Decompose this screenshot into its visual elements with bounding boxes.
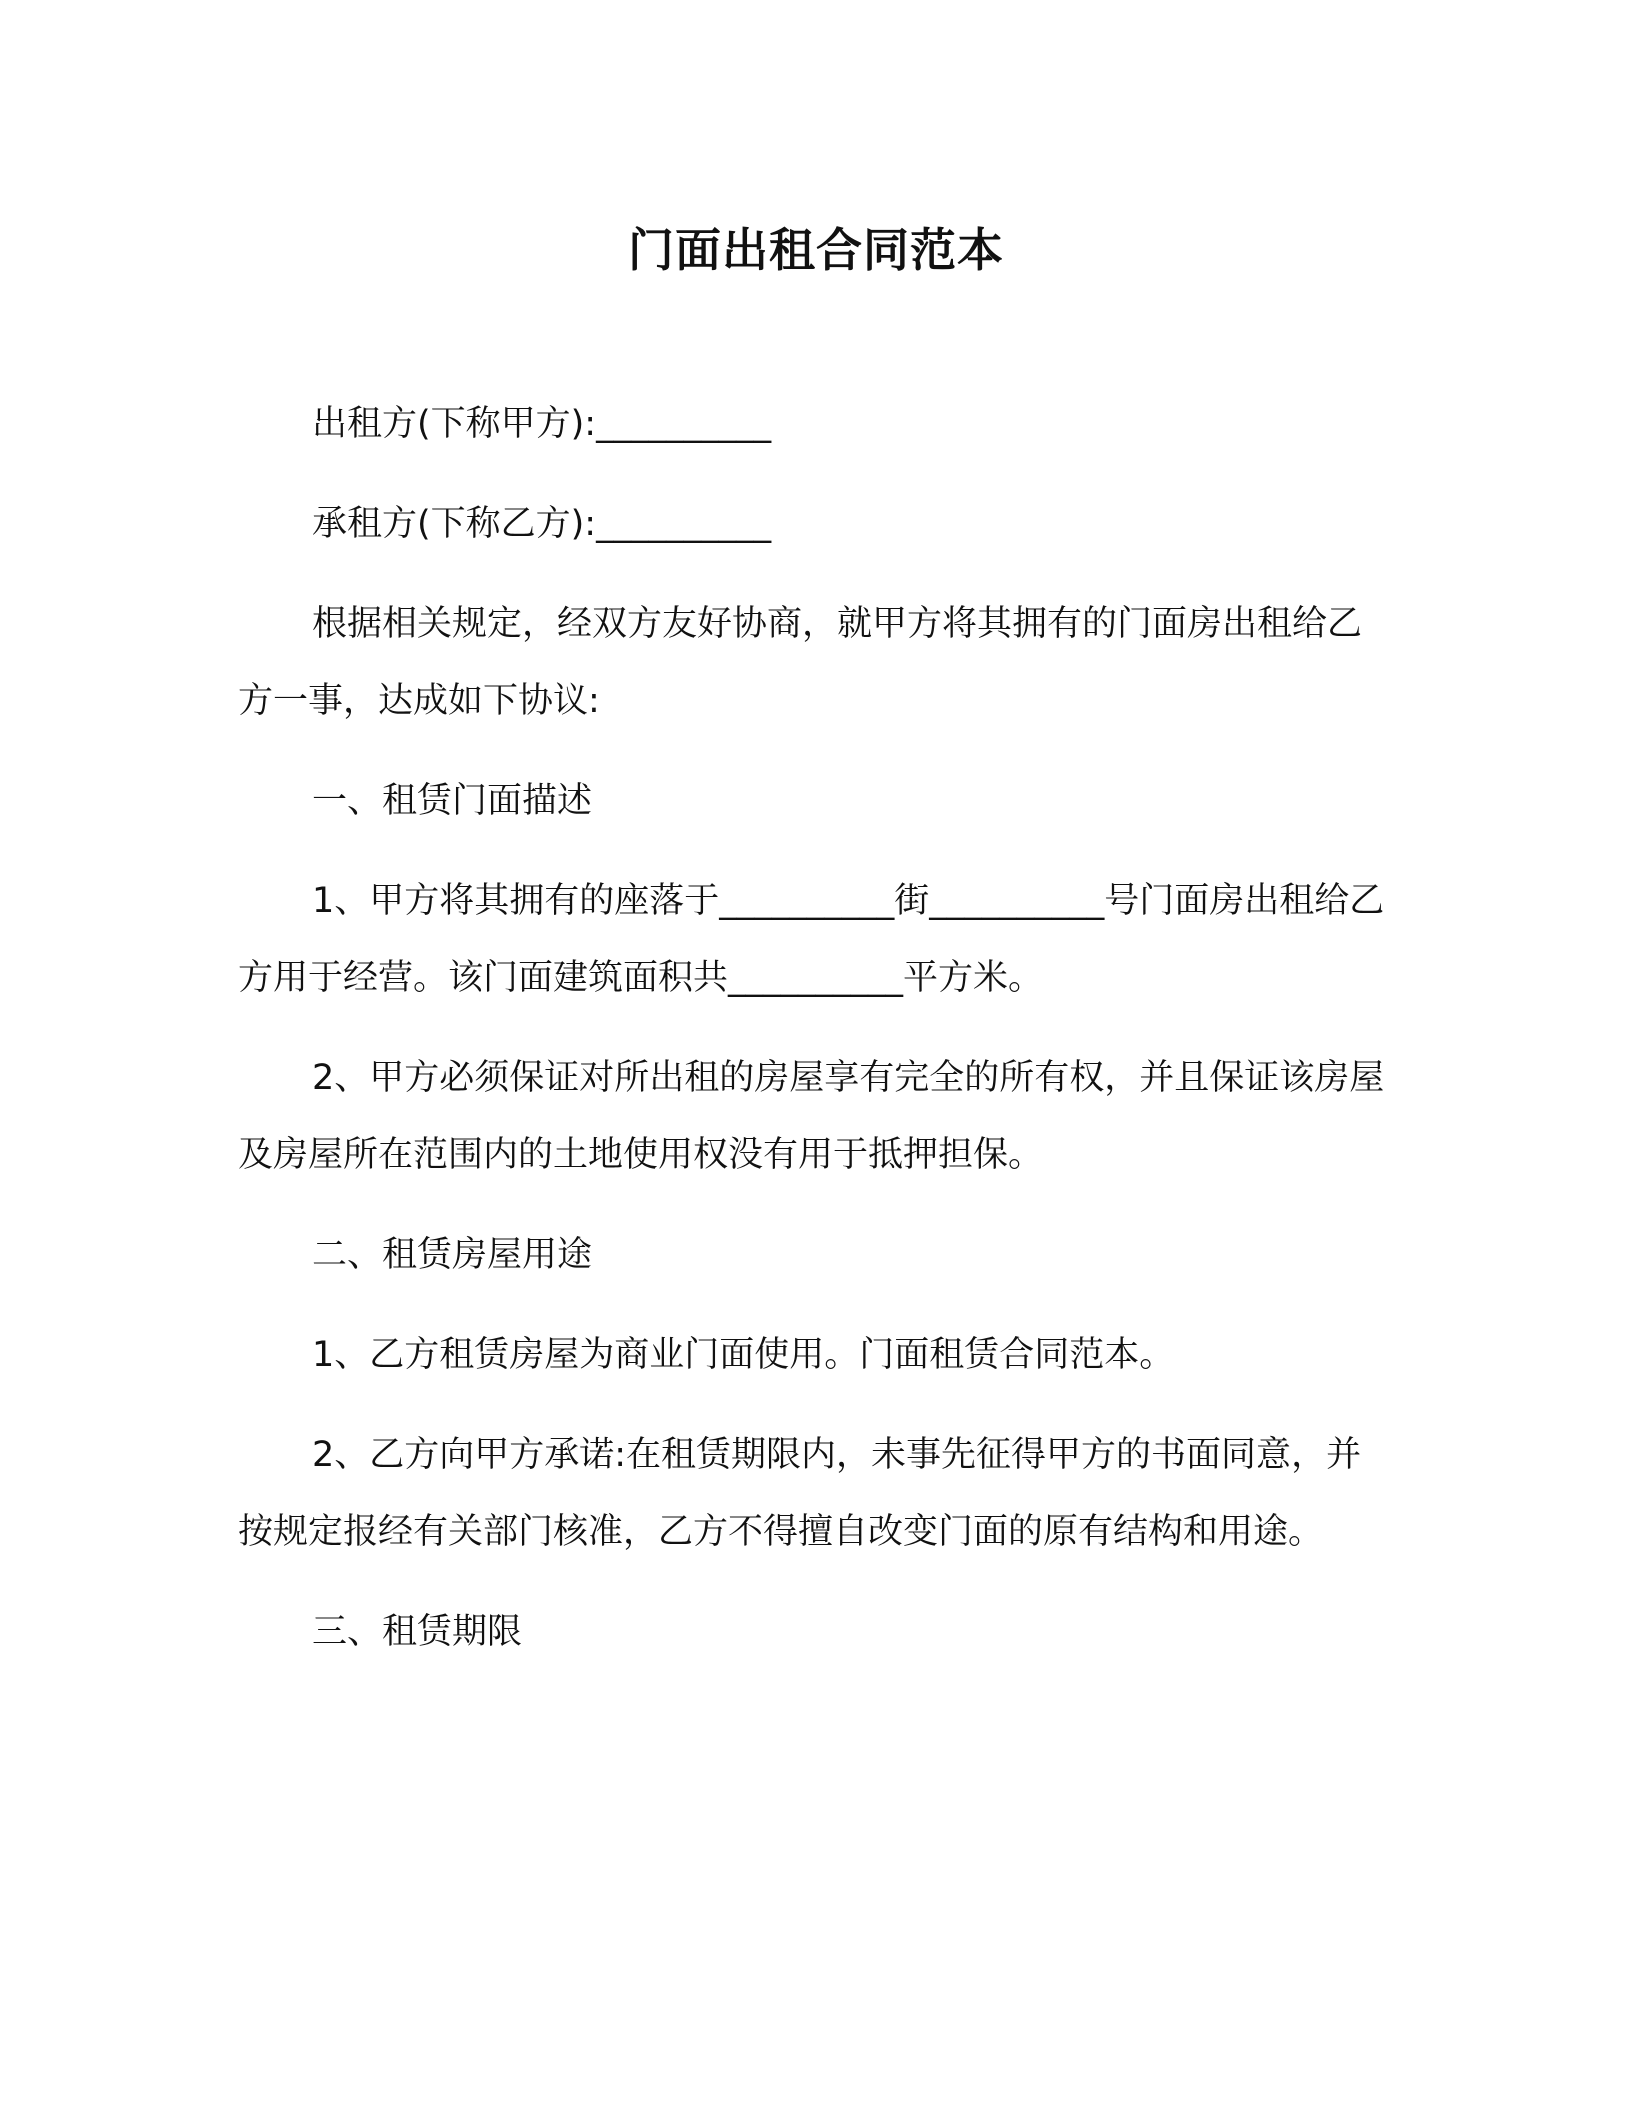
clause-2-1: 1、乙方租赁房屋为商业门面使用。门面租赁合同范本。 bbox=[312, 1335, 1175, 1375]
document-body bbox=[238, 386, 1388, 1671]
section-1-heading: 一、租赁门面描述 bbox=[312, 781, 593, 821]
section-3-heading: 三、租赁期限 bbox=[312, 1612, 523, 1652]
preamble-paragraph: 根据相关规定，经双方友好协商，就甲方将其拥有的门面房出租给乙方一事，达成如下协议: bbox=[238, 604, 1363, 721]
lessor-line: 出租方(下称甲方):__________ bbox=[312, 404, 772, 444]
lessee-line: 承租方(下称乙方):__________ bbox=[312, 504, 772, 544]
section-2-heading: 二、租赁房屋用途 bbox=[312, 1235, 593, 1275]
document-title: 门面出租合同范本 bbox=[628, 223, 1004, 277]
clause-2-2: 2、乙方向甲方承诺:在租赁期限内，未事先征得甲方的书面同意，并按规定报经有关部门核准，乙方不得擅自改变门面的原有结构和用途。 bbox=[238, 1435, 1362, 1552]
clause-1-2: 2、甲方必须保证对所出租的房屋享有完全的所有权，并且保证该房屋及房屋所在范围内的土地使用权没有用于抵押担保。 bbox=[238, 1058, 1385, 1175]
clause-1-1: 1、甲方将其拥有的座落于__________街__________号门面房出租给乙方用于经营。该门面建筑面积共__________平方米。 bbox=[238, 881, 1385, 998]
